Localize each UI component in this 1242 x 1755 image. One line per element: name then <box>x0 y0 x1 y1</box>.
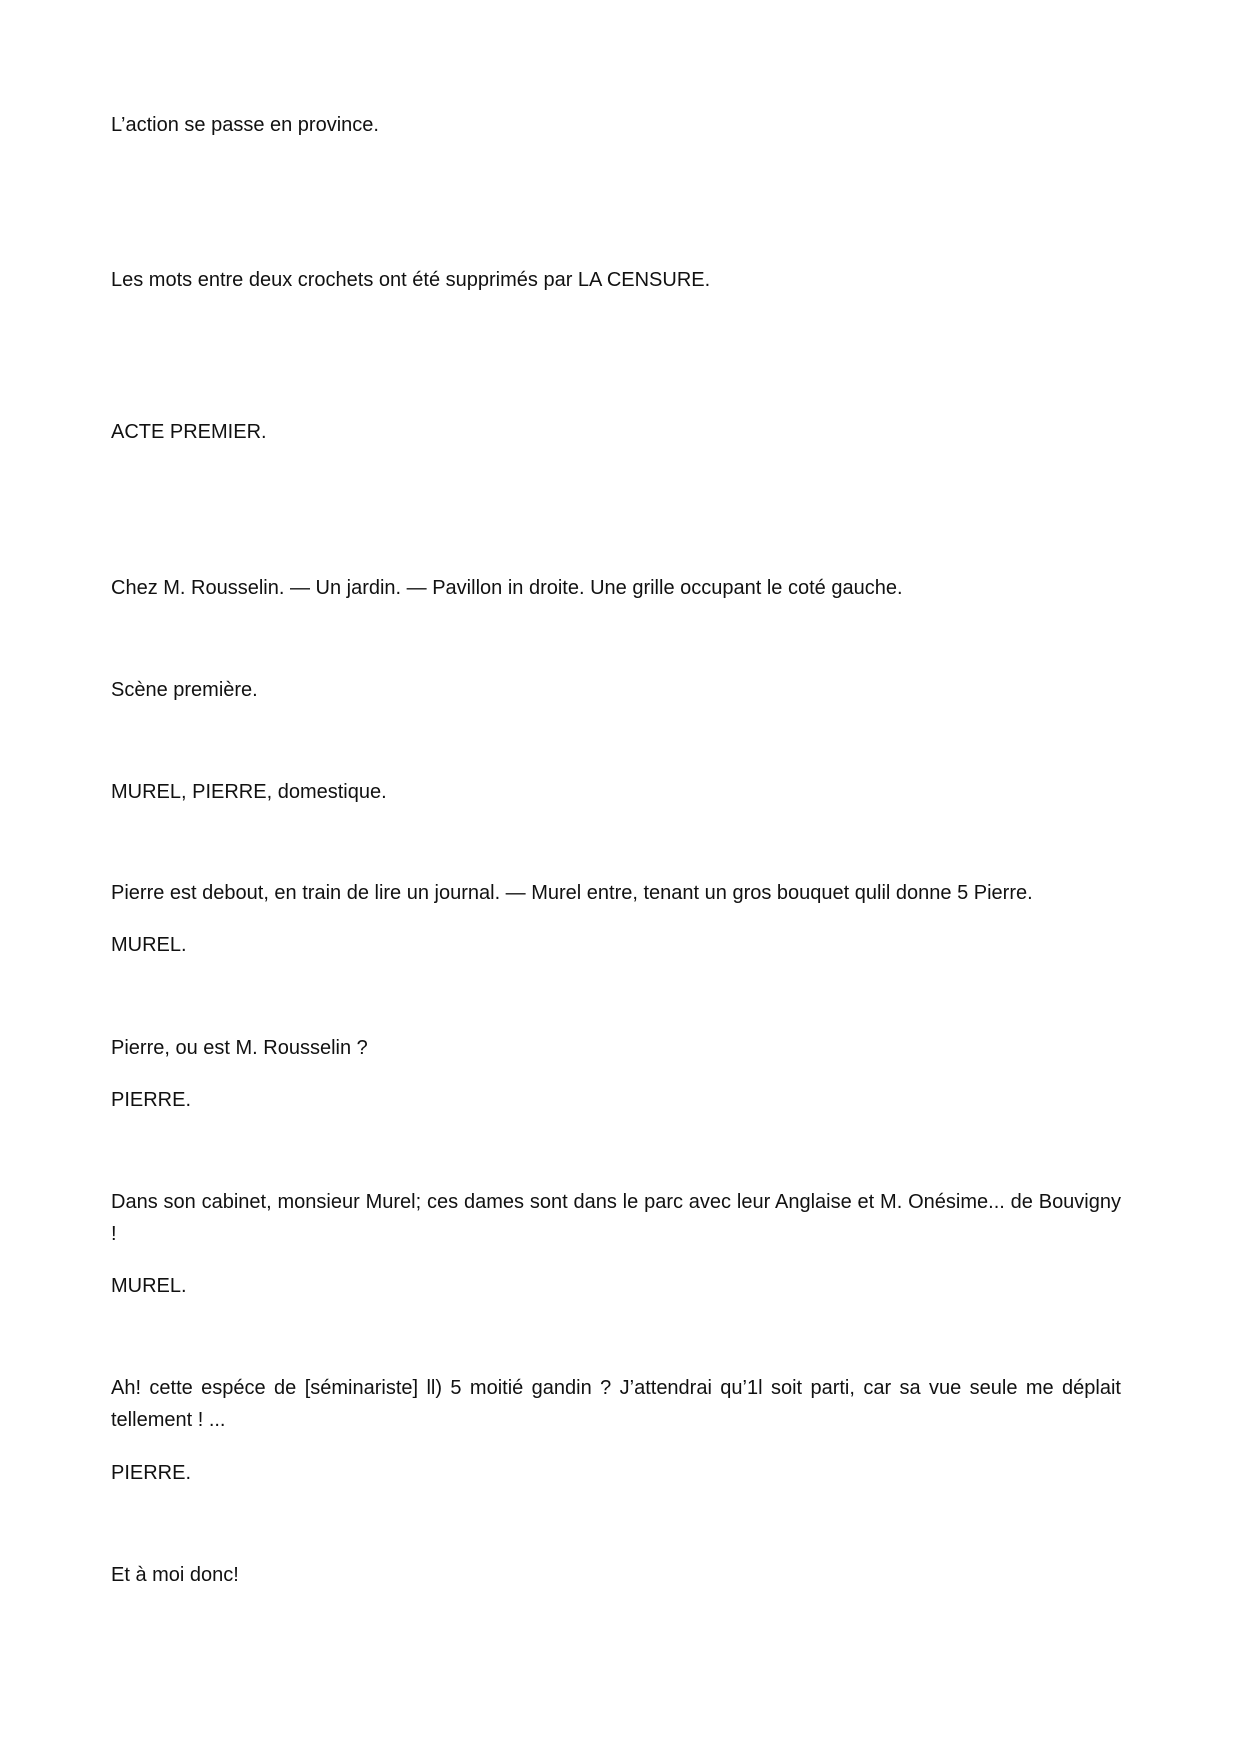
setting-text: L’action se passe en province. <box>111 114 379 136</box>
dialogue-line: Dans son cabinet, monsieur Murel; ces dames sont dans le parc avec leur Anglaise et M. Onésime... de Bouvigny ! <box>111 1191 1121 1245</box>
speaker-name: PIERRE. <box>111 1089 192 1111</box>
censorship-note: Les mots entre deux crochets ont été supprimés par LA CENSURE. <box>111 269 711 291</box>
stage-direction: Pierre est debout, en train de lire un journal. — Murel entre, tenant un gros bouquet qulil donne 5 Pierre. <box>111 882 1033 904</box>
scene-description: Chez M. Rousselin. — Un jardin. — Pavillon in droite. Une grille occupant le coté gauche. <box>111 577 903 599</box>
dialogue-line: Et à moi donc! <box>111 1564 239 1586</box>
character-list: MUREL, PIERRE, domestique. <box>111 781 387 803</box>
speaker-name: PIERRE. <box>111 1462 192 1484</box>
act-title: ACTE PREMIER. <box>111 421 267 443</box>
speaker-name: MUREL. <box>111 934 187 956</box>
speaker-name: MUREL. <box>111 1275 187 1297</box>
scene-title: Scène première. <box>111 679 258 701</box>
dialogue-line: Ah! cette espéce de [séminariste] ll) 5 moitié gandin ? J’attendrai qu’1l soit parti, car sa vue seule me déplait tellement ! ... <box>111 1377 1121 1431</box>
dialogue-line: Pierre, ou est M. Rousselin ? <box>111 1037 368 1059</box>
